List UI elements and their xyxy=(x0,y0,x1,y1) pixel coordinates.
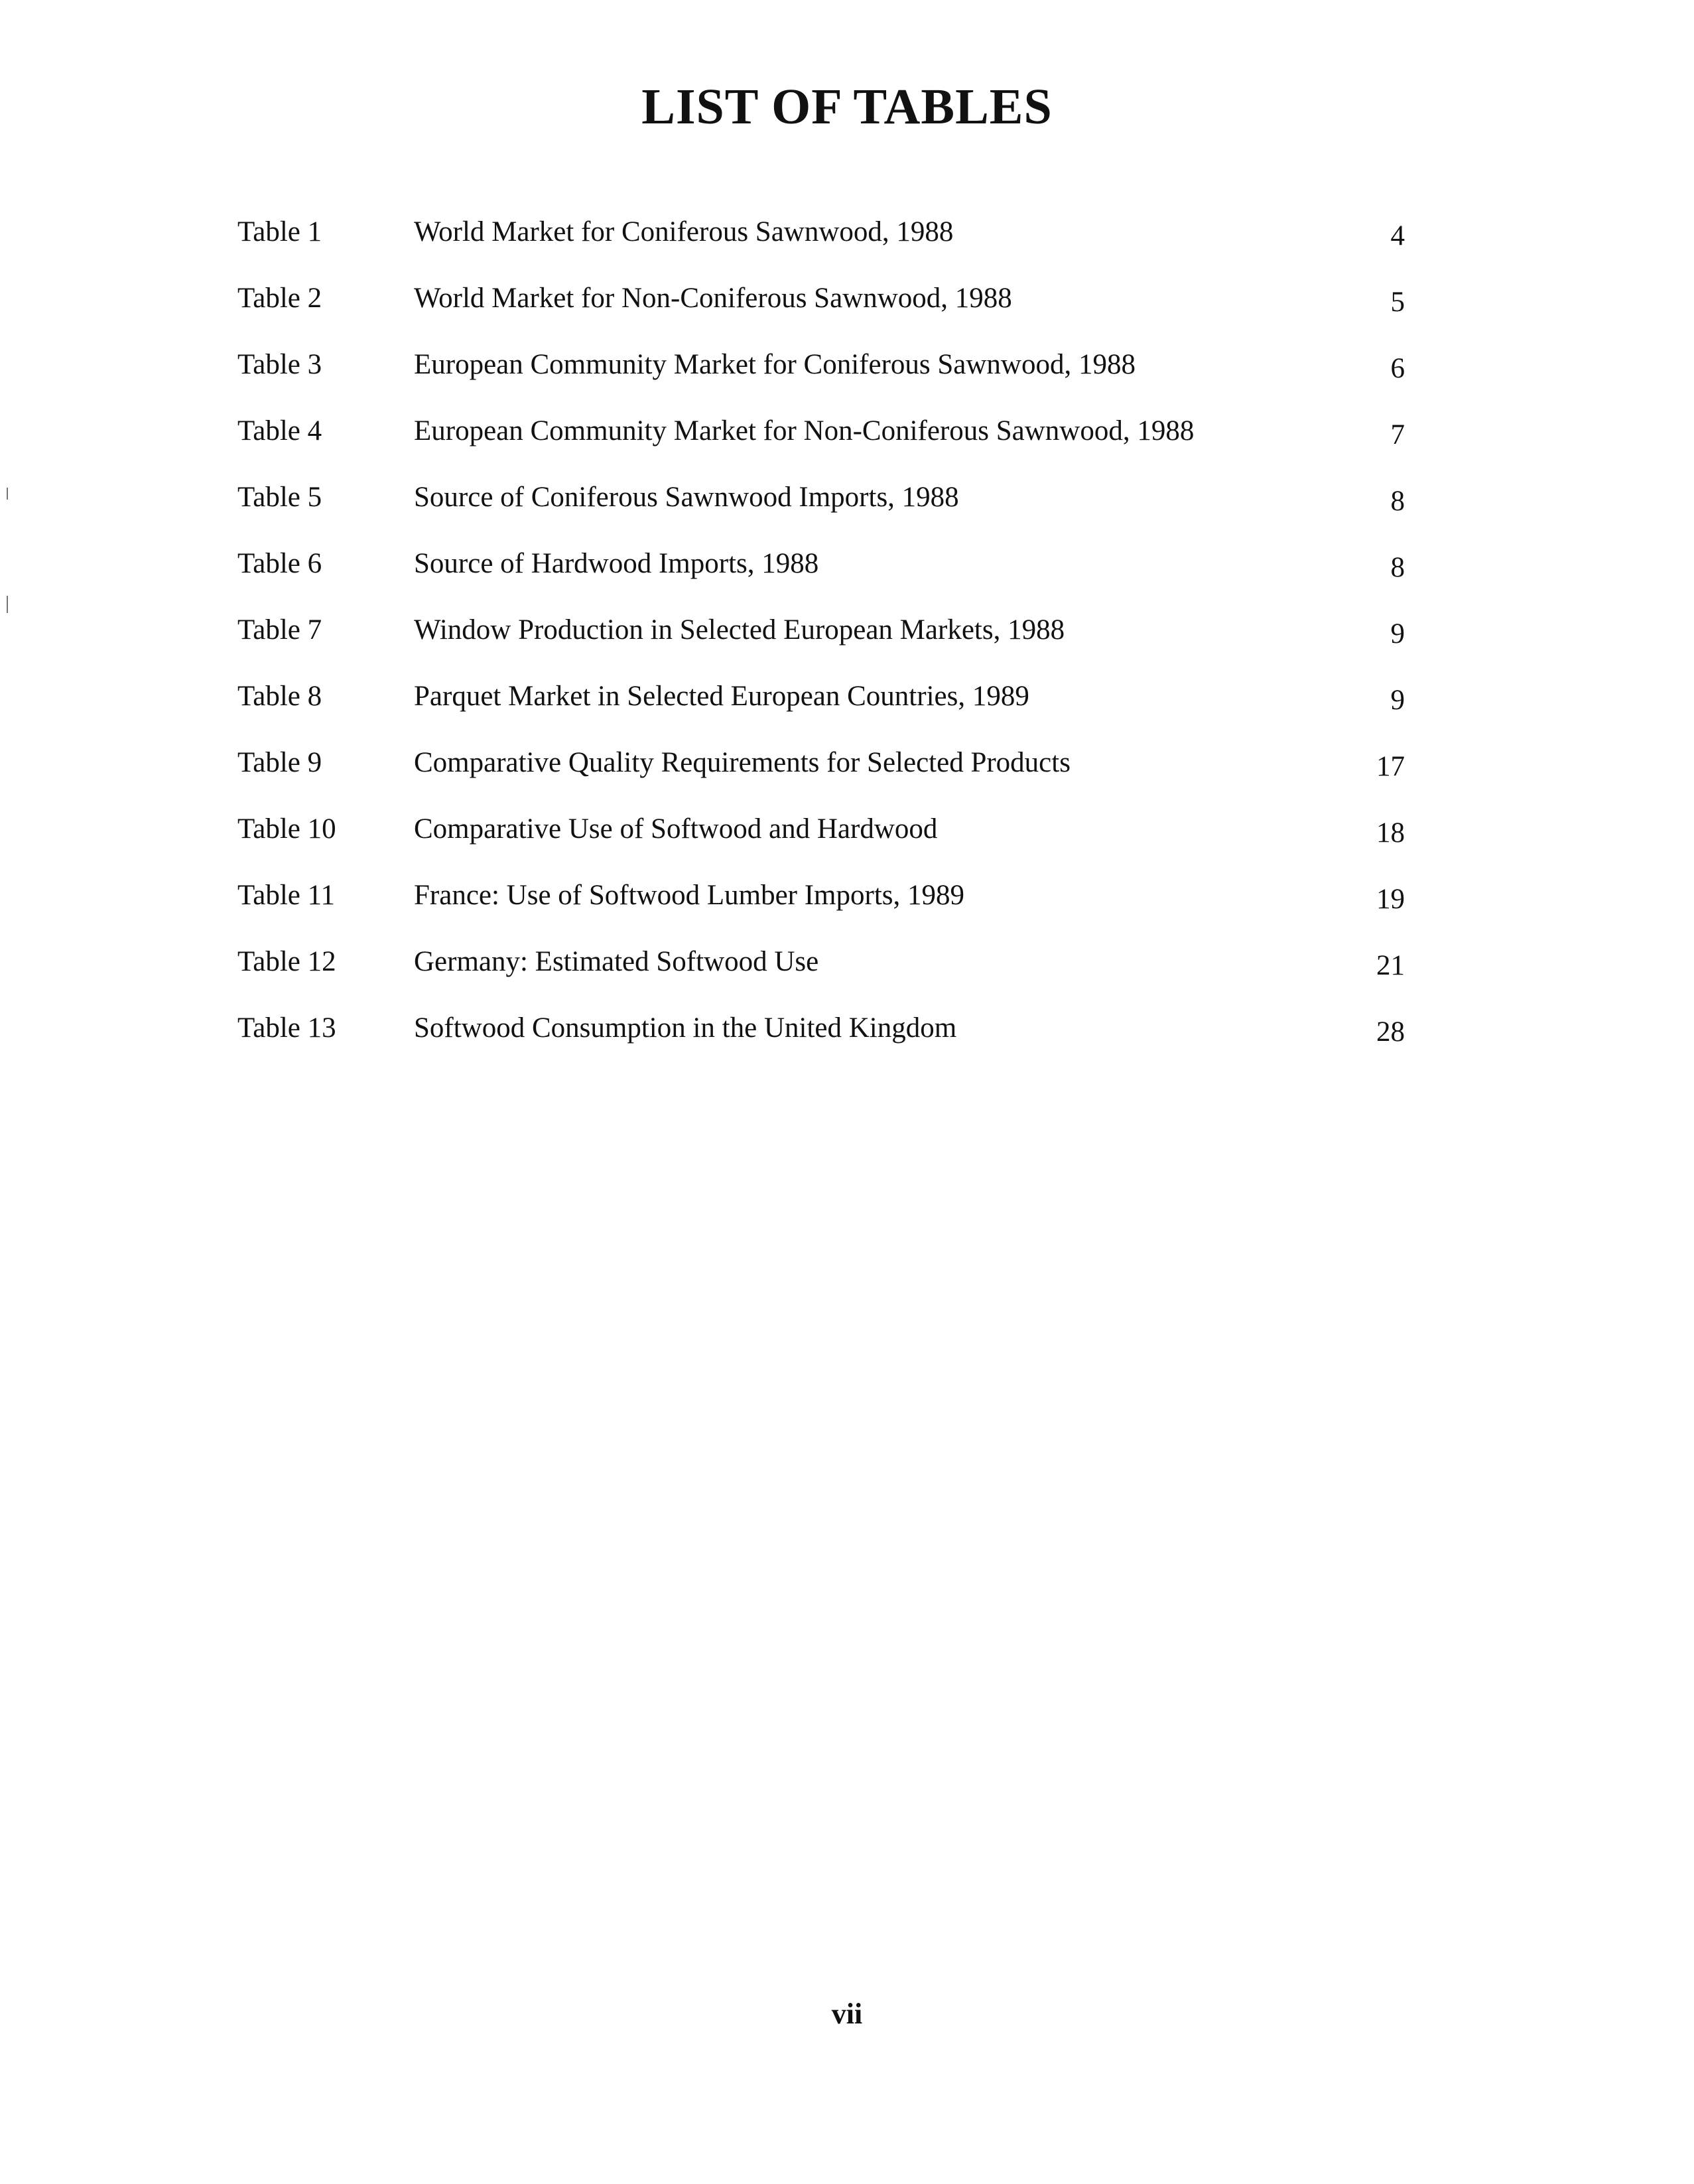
table-title: Source of Hardwood Imports, 1988 xyxy=(414,548,819,579)
toc-row-table-1 xyxy=(237,212,1405,279)
toc-row-table-8 xyxy=(237,677,1405,743)
table-title: Softwood Consumption in the United Kingdom xyxy=(414,1012,957,1044)
toc-row-table-4 xyxy=(237,411,1405,478)
page-ref: 17 xyxy=(1376,751,1405,782)
toc-row-table-3 xyxy=(237,345,1405,411)
table-label: Table 1 xyxy=(237,216,322,247)
page-ref: 19 xyxy=(1376,884,1405,915)
table-label: Table 8 xyxy=(237,681,322,712)
page-ref: 8 xyxy=(1390,552,1405,583)
toc-row-table-7 xyxy=(237,610,1405,677)
table-title: Germany: Estimated Softwood Use xyxy=(414,946,819,977)
scan-artifact-mark xyxy=(7,488,8,500)
toc-row-table-11 xyxy=(237,876,1405,942)
toc-row-table-12 xyxy=(237,942,1405,1008)
page-title: LIST OF TABLES xyxy=(641,79,1053,135)
page-ref: 28 xyxy=(1376,1016,1405,1048)
table-label: Table 7 xyxy=(237,614,322,646)
table-title: European Community Market for Non-Coniferous Sawnwood, 1988 xyxy=(414,415,1195,446)
table-title: Comparative Quality Requirements for Selected Products xyxy=(414,747,1071,778)
table-label: Table 5 xyxy=(237,482,322,513)
table-label: Table 2 xyxy=(237,283,322,314)
table-label: Table 13 xyxy=(237,1012,336,1044)
table-label: Table 6 xyxy=(237,548,322,579)
page-ref: 8 xyxy=(1390,486,1405,517)
page-ref: 4 xyxy=(1390,220,1405,251)
table-label: Table 3 xyxy=(237,349,322,380)
page-ref: 9 xyxy=(1390,618,1405,649)
toc-row-table-6 xyxy=(237,544,1405,610)
toc-row-table-10 xyxy=(237,809,1405,876)
table-title: European Community Market for Coniferous Sawnwood, 1988 xyxy=(414,349,1136,380)
page-number: vii xyxy=(831,1998,863,2030)
table-label: Table 12 xyxy=(237,946,336,977)
table-label: Table 10 xyxy=(237,813,336,845)
table-title: World Market for Coniferous Sawnwood, 1988 xyxy=(414,216,954,247)
table-label: Table 4 xyxy=(237,415,322,446)
table-title: Window Production in Selected European Markets, 1988 xyxy=(414,614,1065,646)
table-title: Source of Coniferous Sawnwood Imports, 1988 xyxy=(414,482,959,513)
page-ref: 18 xyxy=(1376,817,1405,849)
page-ref: 7 xyxy=(1390,419,1405,450)
page-ref: 5 xyxy=(1390,287,1405,318)
page-ref: 9 xyxy=(1390,685,1405,716)
toc-row-table-13 xyxy=(237,1008,1405,1075)
table-title: France: Use of Softwood Lumber Imports, 1989 xyxy=(414,880,964,911)
scan-artifact-mark xyxy=(7,596,8,613)
page-ref: 6 xyxy=(1390,353,1405,384)
toc-row-table-2 xyxy=(237,279,1405,345)
table-of-contents xyxy=(237,212,1405,1075)
table-label: Table 9 xyxy=(237,747,322,778)
table-title: Parquet Market in Selected European Countries, 1989 xyxy=(414,681,1029,712)
page-ref: 21 xyxy=(1376,950,1405,981)
table-label: Table 11 xyxy=(237,880,336,911)
table-title: World Market for Non-Coniferous Sawnwood, 1988 xyxy=(414,283,1012,314)
toc-row-table-9 xyxy=(237,743,1405,809)
table-title: Comparative Use of Softwood and Hardwood xyxy=(414,813,938,845)
toc-row-table-5 xyxy=(237,478,1405,544)
